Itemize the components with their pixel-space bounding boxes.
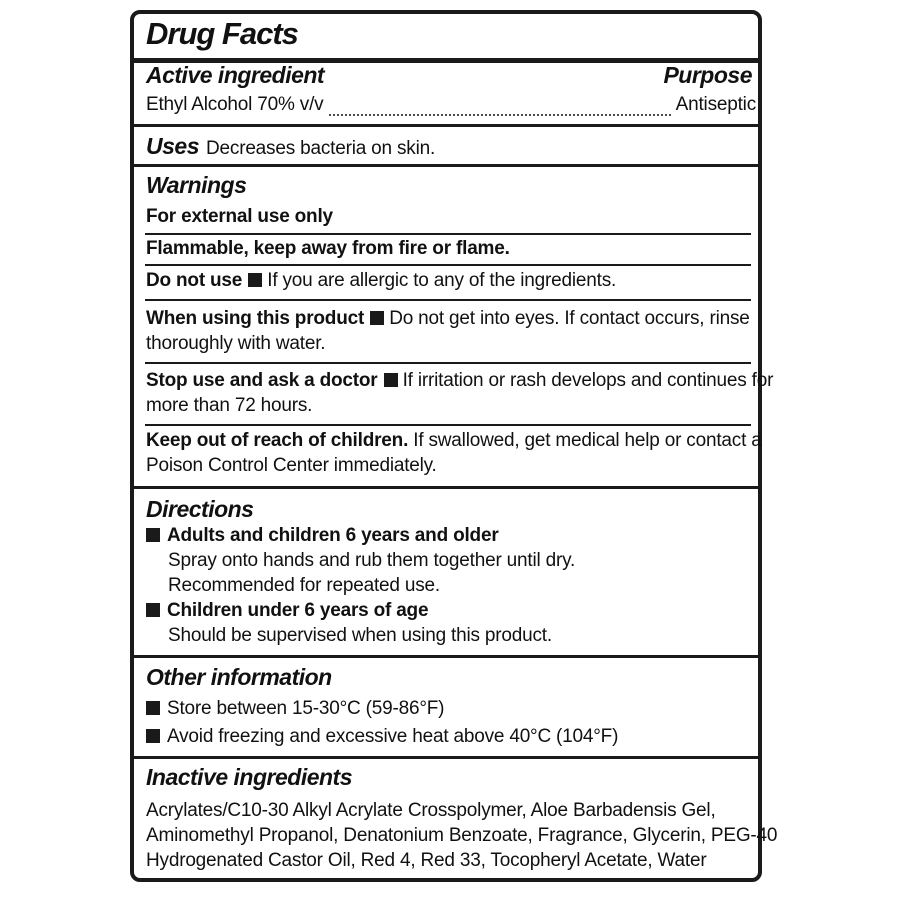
when-using-text: Do not get into eyes. If contact occurs, rinse bbox=[389, 308, 750, 329]
keep-out-text: If swallowed, get medical help or contact a bbox=[413, 430, 762, 451]
bullet-square-icon bbox=[370, 311, 384, 325]
external-use-warning: For external use only bbox=[146, 206, 333, 227]
other-info-divider bbox=[134, 655, 758, 658]
stop-use-text: If irritation or rash develops and continues for bbox=[402, 370, 774, 391]
leader-dots bbox=[328, 114, 673, 116]
keep-out-label: Keep out of reach of children. bbox=[146, 430, 409, 451]
inactive-line: Aminomethyl Propanol, Denatonium Benzoate, Fragrance, Glycerin, PEG-40 bbox=[146, 825, 778, 846]
warnings-divider bbox=[134, 164, 758, 167]
flammable-warning: Flammable, keep away from fire or flame. bbox=[146, 238, 510, 259]
drug-facts-title: Drug Facts bbox=[146, 16, 298, 51]
active-ingredient-name: Ethyl Alcohol 70% v/v bbox=[146, 94, 324, 115]
adults-label-text: Adults and children 6 years and older bbox=[167, 525, 499, 546]
children-label-text: Children under 6 years of age bbox=[167, 600, 429, 621]
bullet-square-icon bbox=[146, 603, 160, 617]
other-info-item bbox=[146, 726, 618, 748]
uses-text: Decreases bacteria on skin. bbox=[206, 138, 436, 159]
bullet-square-icon bbox=[146, 729, 160, 743]
bullet-square-icon bbox=[384, 373, 398, 387]
adults-direction-text: Spray onto hands and rub them together until dry. bbox=[168, 550, 576, 571]
warning-divider bbox=[145, 299, 751, 301]
bullet-square-icon bbox=[248, 273, 262, 287]
purpose-value: Antiseptic bbox=[675, 94, 756, 115]
active-ingredient-heading: Active ingredient bbox=[146, 62, 325, 88]
adults-direction-label bbox=[146, 525, 499, 547]
storage-text: Store between 15-30°C (59-86°F) bbox=[167, 698, 445, 719]
do-not-use-label: Do not use bbox=[146, 270, 243, 291]
stop-use-text-continued: more than 72 hours. bbox=[146, 395, 313, 416]
inactive-heading: Inactive ingredients bbox=[146, 764, 353, 790]
bullet-square-icon bbox=[146, 528, 160, 542]
bullet-square-icon bbox=[146, 701, 160, 715]
warning-divider bbox=[145, 264, 751, 266]
keep-out-text-continued: Poison Control Center immediately. bbox=[146, 455, 437, 476]
inactive-line: Hydrogenated Castor Oil, Red 4, Red 33, Tocopheryl Acetate, Water bbox=[146, 850, 707, 871]
warnings-heading: Warnings bbox=[146, 172, 247, 198]
when-using-label: When using this product bbox=[146, 308, 365, 329]
children-direction-label bbox=[146, 600, 428, 622]
when-using-text-continued: thoroughly with water. bbox=[146, 333, 326, 354]
warning-divider bbox=[145, 233, 751, 235]
when-using-warning bbox=[146, 308, 750, 330]
warning-divider bbox=[145, 424, 751, 426]
keep-out-warning bbox=[146, 430, 762, 452]
stop-use-label: Stop use and ask a doctor bbox=[146, 370, 378, 391]
warning-divider bbox=[145, 362, 751, 364]
heat-text: Avoid freezing and excessive heat above 40°C (104°F) bbox=[167, 726, 619, 747]
inactive-line: Acrylates/C10-30 Alkyl Acrylate Crosspolymer, Aloe Barbadensis Gel, bbox=[146, 800, 716, 821]
directions-divider bbox=[134, 486, 758, 489]
purpose-heading: Purpose bbox=[663, 62, 752, 88]
directions-heading: Directions bbox=[146, 496, 254, 522]
adults-direction-text-2: Recommended for repeated use. bbox=[168, 575, 440, 596]
stop-use-warning bbox=[146, 370, 773, 392]
uses-divider bbox=[134, 124, 758, 127]
other-info-heading: Other information bbox=[146, 664, 332, 690]
do-not-use-warning bbox=[146, 270, 616, 292]
children-direction-text: Should be supervised when using this product. bbox=[168, 625, 552, 646]
other-info-item bbox=[146, 698, 444, 720]
uses-heading: Uses bbox=[146, 133, 199, 159]
inactive-divider bbox=[134, 756, 758, 759]
do-not-use-text: If you are allergic to any of the ingredients. bbox=[267, 270, 617, 291]
